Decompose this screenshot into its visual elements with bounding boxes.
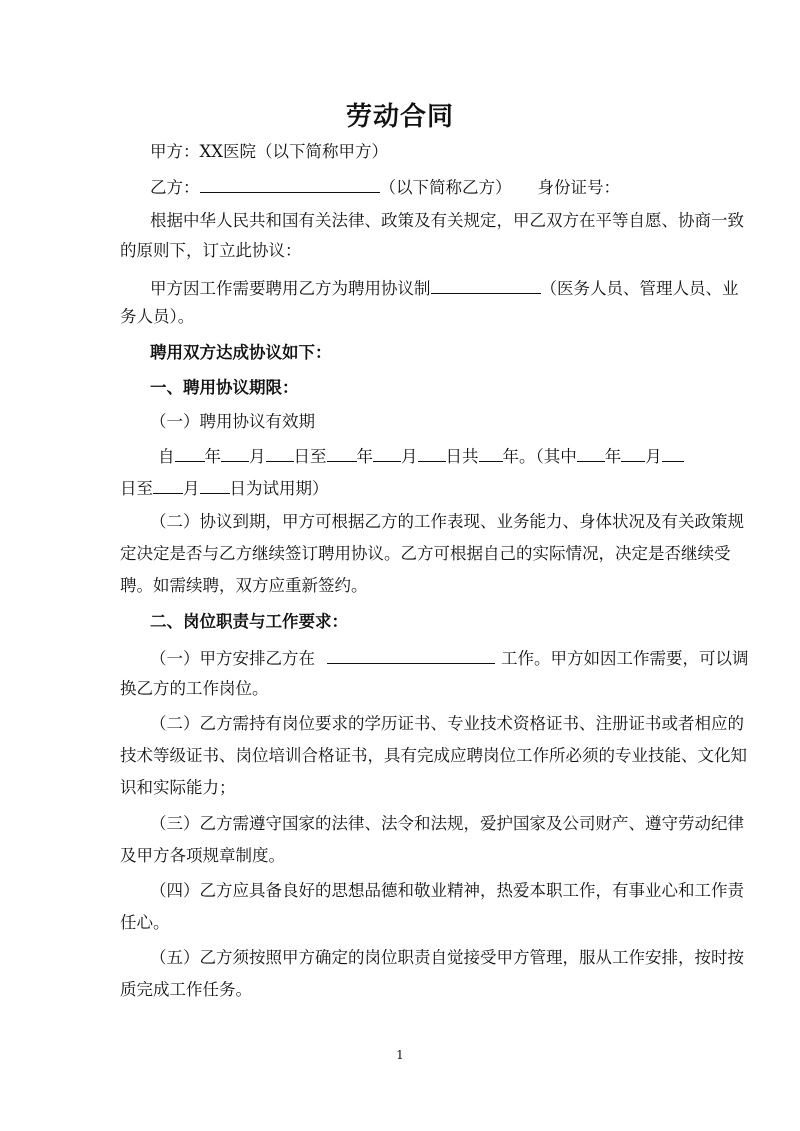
section-2-item-2-line-3: 识和实际能力； (120, 778, 236, 797)
trial-start-year-blank (577, 445, 605, 462)
section-2-item-5-line-1: （五）乙方须按照甲方确定的岗位职责自觉接受甲方管理，服从工作安排，按时按 (150, 948, 744, 967)
trial-end-month-blank (153, 477, 183, 494)
section-2-item-1-line-1 (150, 647, 750, 669)
party-b-line (150, 176, 750, 198)
hire-prefix: 甲方因工作需要聘用乙方为聘用协议制 (150, 279, 431, 298)
trial-day-to: 日至 (120, 479, 153, 498)
period-year-3: 年 (604, 447, 622, 466)
period-year-1: 年 (204, 447, 221, 466)
party-b-name-blank (200, 176, 380, 193)
period-month-3: 月 (645, 447, 662, 466)
section-2-item-1-prefix: （一）甲方安排乙方在 (150, 649, 315, 668)
work-department-blank (327, 647, 495, 664)
section-2-item-3-line-2: 及甲方各项规章制度。 (120, 846, 285, 865)
end-month-blank (373, 445, 401, 462)
period-from: 自 (158, 447, 175, 466)
id-number-label: 身份证号： (537, 178, 620, 197)
period-month-4: 月 (183, 479, 200, 498)
agreement-heading: 聘用双方达成协议如下： (150, 343, 332, 362)
section-2-item-3-line-1: （三）乙方需遵守国家的法律、法令和法规，爱护国家及公司财产、遵守劳动纪律 (150, 814, 744, 833)
page-number: 1 (396, 1048, 404, 1062)
trial-period-end: 日为试用期） (229, 479, 329, 498)
period-year-note: 年。（其中 (502, 447, 577, 466)
intro-line-2: 的原则下，订立此协议： (120, 241, 302, 260)
section-2-heading: 二、岗位职责与工作要求： (150, 612, 348, 631)
period-line-1 (158, 445, 758, 467)
document-title: 劳动合同 (345, 102, 454, 132)
party-b-suffix: （以下简称乙方） (379, 178, 512, 197)
start-month-blank (221, 445, 249, 462)
trial-start-month-blank (621, 445, 645, 462)
intro-line-1: 根据中华人民共和国有关法律、政策及有关规定，甲乙双方在平等自愿、协商一致 (150, 211, 744, 230)
trial-start-day-blank (662, 445, 684, 462)
hire-line-1 (150, 277, 750, 299)
section-2-item-1-suffix: 工作。甲方如因工作需要，可以调 (501, 649, 749, 668)
start-day-blank (266, 445, 294, 462)
end-year-blank (327, 445, 357, 462)
end-day-blank (418, 445, 446, 462)
party-b-label: 乙方： (150, 178, 200, 197)
total-years-blank (479, 445, 503, 462)
section-1-item-2-line-1: （二）协议到期，甲方可根据乙方的工作表现、业务能力、身体状况及有关政策规 (150, 512, 744, 531)
hire-suffix: （医务人员、管理人员、业 (540, 279, 739, 298)
period-day-to: 日至 (293, 447, 327, 466)
trial-end-day-blank (200, 477, 230, 494)
period-day-total: 日共 (445, 447, 479, 466)
section-2-item-1-line-2: 换乙方的工作岗位。 (120, 679, 269, 698)
hire-position-blank (431, 277, 541, 294)
start-year-blank (175, 445, 205, 462)
section-2-item-4-line-1: （四）乙方应具备良好的思想品德和敬业精神，热爱本职工作，有事业心和工作责 (150, 881, 744, 900)
section-1-item-2-line-2: 定决定是否与乙方继续签订聘用协议。乙方可根据自己的实际情况，决定是否继续受 (120, 544, 731, 563)
section-2-item-4-line-2: 任心。 (120, 913, 170, 932)
section-1-item-2-line-3: 聘。如需续聘，双方应重新签约。 (120, 576, 368, 595)
period-month-1: 月 (249, 447, 266, 466)
party-a-line: 甲方：XX医院（以下简称甲方） (150, 142, 388, 161)
section-2-item-2-line-2: 技术等级证书、岗位培训合格证书，具有完成应聘岗位工作所必须的专业技能、文化知 (120, 746, 747, 765)
section-2-item-2-line-1: （二）乙方需持有岗位要求的学历证书、专业技术资格证书、注册证书或者相应的 (150, 714, 744, 733)
section-1-item-1-heading: （一）聘用协议有效期 (150, 412, 315, 431)
period-line-2 (120, 477, 720, 499)
period-month-2: 月 (401, 447, 418, 466)
section-1-heading: 一、聘用协议期限： (150, 378, 299, 397)
period-year-2: 年 (356, 447, 373, 466)
hire-line-2: 务人员）。 (120, 307, 195, 326)
section-2-item-5-line-2: 质完成工作任务。 (120, 980, 252, 999)
